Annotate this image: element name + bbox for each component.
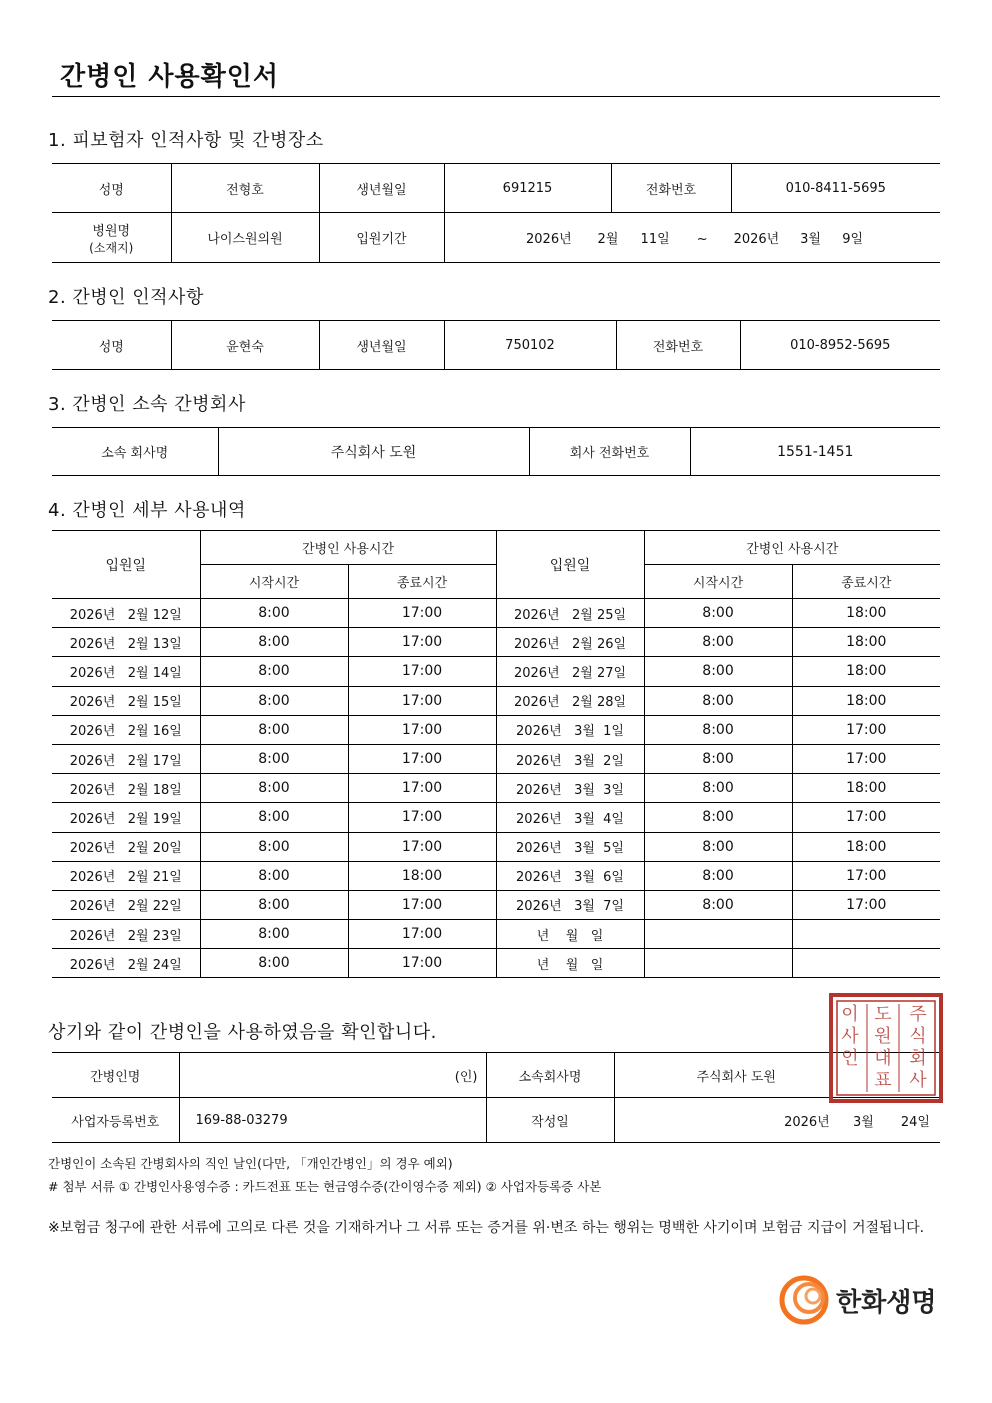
right-start-cell: 8:00: [644, 599, 792, 628]
left-start-cell: 8:00: [200, 715, 348, 744]
left-date-cell: 2026년 2월 24일: [52, 949, 200, 978]
section2-heading: 2. 간병인 인적사항: [48, 287, 204, 308]
usage-row: [52, 803, 940, 832]
left-end-cell: 17:00: [348, 744, 496, 773]
left-start-cell: 8:00: [200, 803, 348, 832]
left-start-cell: 8:00: [200, 657, 348, 686]
col-start-right: 시작시간: [644, 565, 792, 599]
right-date-cell: 2026년 2월 26일: [496, 628, 644, 657]
seal-character: 회: [909, 1048, 927, 1069]
left-start-cell: 8:00: [200, 628, 348, 657]
right-start-cell: [644, 949, 792, 978]
seal-character: 인: [841, 1048, 859, 1069]
right-end-cell: 18:00: [792, 599, 940, 628]
seal-character: 주: [909, 1004, 927, 1025]
period-start-year: 2026년: [526, 232, 572, 247]
written-day: 24일: [900, 1114, 930, 1130]
period-end-day: 9일: [842, 232, 864, 247]
left-start-cell: 8:00: [200, 744, 348, 773]
insured-phone: 010-8411-5695: [731, 164, 940, 213]
company-name: 주식회사 도원: [218, 428, 529, 476]
seal-character: 표: [874, 1070, 892, 1091]
left-end-cell: 17:00: [348, 890, 496, 919]
right-date-cell: 2026년 2월 28일: [496, 686, 644, 715]
right-end-cell: 18:00: [792, 774, 940, 803]
caregiver-name: 윤현숙: [171, 321, 319, 370]
admission-period: [444, 213, 940, 263]
company-phone-label: 회사 전화번호: [529, 428, 690, 476]
left-start-cell: 8:00: [200, 920, 348, 949]
bizno-value: 169-88-03279: [179, 1098, 486, 1143]
company-phone: 1551-1451: [690, 428, 940, 476]
insured-name-label: 성명: [52, 164, 171, 213]
usage-row: [52, 628, 940, 657]
period-end-month: 3월: [800, 232, 821, 247]
right-end-cell: [792, 920, 940, 949]
right-start-cell: 8:00: [644, 890, 792, 919]
hanwha-life-wordmark: 한화생명: [836, 1288, 937, 1318]
caregiver-birth: 750102: [444, 321, 616, 370]
page-title: 간병인 사용확인서: [60, 62, 279, 92]
usage-rows: [52, 599, 940, 978]
left-date-cell: 2026년 2월 20일: [52, 832, 200, 861]
right-start-cell: 8:00: [644, 744, 792, 773]
confirmation-table: [52, 1052, 940, 1143]
right-date-cell: 2026년 2월 25일: [496, 599, 644, 628]
seal-character: 이: [841, 1004, 859, 1025]
left-date-cell: 2026년 2월 12일: [52, 599, 200, 628]
col-end-right: 종료시간: [792, 565, 940, 599]
left-start-cell: 8:00: [200, 774, 348, 803]
company-seal-stamp: [828, 992, 944, 1104]
usage-row: [52, 890, 940, 919]
seal-character: 사: [909, 1070, 927, 1091]
written-year: 2026년: [784, 1114, 830, 1130]
right-start-cell: 8:00: [644, 628, 792, 657]
right-start-cell: 8:00: [644, 803, 792, 832]
right-date-cell: 2026년 3월 4일: [496, 803, 644, 832]
left-end-cell: 17:00: [348, 599, 496, 628]
insured-phone-label: 전화번호: [611, 164, 731, 213]
insured-info-table: [52, 163, 940, 263]
right-start-cell: 8:00: [644, 861, 792, 890]
right-end-cell: 18:00: [792, 686, 940, 715]
usage-row: [52, 949, 940, 978]
left-end-cell: 17:00: [348, 920, 496, 949]
period-label: 입원기간: [319, 213, 444, 263]
right-start-cell: 8:00: [644, 686, 792, 715]
left-start-cell: 8:00: [200, 832, 348, 861]
left-date-cell: 2026년 2월 19일: [52, 803, 200, 832]
left-date-cell: 2026년 2월 22일: [52, 890, 200, 919]
right-start-cell: 8:00: [644, 832, 792, 861]
seal-character: 사: [841, 1026, 859, 1047]
col-start-left: 시작시간: [200, 565, 348, 599]
seal-character: 원: [874, 1026, 892, 1047]
hospital-label-main: 병원명: [92, 223, 131, 239]
right-date-cell: 2026년 3월 7일: [496, 890, 644, 919]
period-start-day: 11일: [640, 232, 670, 247]
left-end-cell: 17:00: [348, 949, 496, 978]
right-start-cell: 8:00: [644, 715, 792, 744]
right-start-cell: 8:00: [644, 657, 792, 686]
usage-row: [52, 599, 940, 628]
left-end-cell: 17:00: [348, 832, 496, 861]
left-start-cell: 8:00: [200, 890, 348, 919]
confirmation-statement: 상기와 같이 간병인을 사용하였음을 확인합니다.: [48, 1022, 437, 1043]
left-date-cell: 2026년 2월 13일: [52, 628, 200, 657]
left-end-cell: 18:00: [348, 861, 496, 890]
right-end-cell: 18:00: [792, 628, 940, 657]
bizno-label: 사업자등록번호: [52, 1098, 179, 1143]
left-date-cell: 2026년 2월 15일: [52, 686, 200, 715]
caregiver-name-label: 성명: [52, 321, 171, 370]
section3-heading: 3. 간병인 소속 간병회사: [48, 394, 246, 415]
section4-heading: 4. 간병인 세부 사용내역: [48, 500, 246, 521]
period-start-month: 2월: [597, 232, 619, 247]
caregiver-info-table: [52, 320, 940, 370]
right-date-cell: 2026년 3월 3일: [496, 774, 644, 803]
right-end-cell: 17:00: [792, 744, 940, 773]
right-end-cell: 18:00: [792, 832, 940, 861]
left-start-cell: 8:00: [200, 949, 348, 978]
usage-row: [52, 657, 940, 686]
right-start-cell: 8:00: [644, 774, 792, 803]
caregiver-phone: 010-8952-5695: [740, 321, 940, 370]
caregiver-phone-label: 전화번호: [616, 321, 740, 370]
insured-birth-label: 생년월일: [319, 164, 444, 213]
right-start-cell: [644, 920, 792, 949]
insured-birth: 691215: [444, 164, 611, 213]
period-end-year: 2026년: [733, 232, 780, 247]
right-date-cell: 년 월 일: [496, 949, 644, 978]
col-usage-time-right: 간병인 사용시간: [644, 531, 940, 565]
usage-row: [52, 861, 940, 890]
fraud-warning: ※보험금 청구에 관한 서류에 고의로 다른 것을 기재하거나 그 서류 또는 증거를 위·변조 하는 행위는 명백한 사기이며 보험금 지급이 거절됩니다.: [48, 1220, 925, 1236]
usage-row: [52, 920, 940, 949]
hospital-name: 나이스원의원: [171, 213, 319, 263]
right-date-cell: 2026년 3월 6일: [496, 861, 644, 890]
left-end-cell: 17:00: [348, 628, 496, 657]
usage-row: [52, 774, 940, 803]
written-month: 3월: [853, 1114, 874, 1130]
left-date-cell: 2026년 2월 21일: [52, 861, 200, 890]
written-date: [614, 1098, 940, 1143]
left-start-cell: 8:00: [200, 686, 348, 715]
usage-row: [52, 832, 940, 861]
caregiver-seal-mark: (인): [179, 1053, 486, 1098]
written-date-label: 작성일: [486, 1098, 614, 1143]
left-end-cell: 17:00: [348, 715, 496, 744]
right-date-cell: 2026년 3월 1일: [496, 715, 644, 744]
company-sign-label: 소속회사명: [486, 1053, 614, 1098]
company-name-label: 소속 회사명: [52, 428, 218, 476]
title-divider: [52, 96, 940, 97]
left-date-cell: 2026년 2월 18일: [52, 774, 200, 803]
right-end-cell: 17:00: [792, 890, 940, 919]
usage-row: [52, 744, 940, 773]
company-sign-name: 주식회사 도원: [614, 1053, 940, 1098]
seal-character: 대: [874, 1048, 892, 1069]
insured-name: 전형호: [171, 164, 319, 213]
left-end-cell: 17:00: [348, 686, 496, 715]
left-date-cell: 2026년 2월 14일: [52, 657, 200, 686]
caregiver-sign-label: 간병인명: [52, 1053, 179, 1098]
left-date-cell: 2026년 2월 23일: [52, 920, 200, 949]
hospital-label-sub: (소재지): [89, 240, 134, 255]
left-start-cell: 8:00: [200, 861, 348, 890]
right-end-cell: 18:00: [792, 657, 940, 686]
section1-heading: 1. 피보험자 인적사항 및 간병장소: [48, 130, 324, 151]
right-date-cell: 년 월 일: [496, 920, 644, 949]
seal-character: 도: [874, 1004, 892, 1025]
hanwha-flame-icon: [778, 1272, 834, 1326]
seal-character: 식: [909, 1026, 927, 1047]
note-seal-requirement: 간병인이 소속된 간병회사의 직인 날인(다만, 「개인간병인」의 경우 예외): [48, 1156, 453, 1171]
note-attachments: # 첨부 서류 ① 간병인사용영수증 : 카드전표 또는 현금영수증(간이영수증 제외) ② 사업자등록증 사본: [48, 1179, 602, 1194]
caregiver-birth-label: 생년월일: [319, 321, 444, 370]
hanwha-life-logo: [778, 1272, 938, 1326]
right-date-cell: 2026년 2월 27일: [496, 657, 644, 686]
right-date-cell: 2026년 3월 2일: [496, 744, 644, 773]
col-usage-time-left: 간병인 사용시간: [200, 531, 496, 565]
left-end-cell: 17:00: [348, 657, 496, 686]
right-end-cell: 17:00: [792, 861, 940, 890]
col-admission-date-right: 입원일: [496, 531, 644, 599]
col-end-left: 종료시간: [348, 565, 496, 599]
company-info-table: [52, 427, 940, 476]
usage-row: [52, 686, 940, 715]
period-separator: ~: [696, 232, 708, 247]
left-date-cell: 2026년 2월 17일: [52, 744, 200, 773]
right-date-cell: 2026년 3월 5일: [496, 832, 644, 861]
left-start-cell: 8:00: [200, 599, 348, 628]
hospital-label: [52, 213, 171, 263]
usage-detail-table: [52, 530, 940, 978]
col-admission-date-left: 입원일: [52, 531, 200, 599]
right-end-cell: 17:00: [792, 715, 940, 744]
right-end-cell: 17:00: [792, 803, 940, 832]
left-end-cell: 17:00: [348, 803, 496, 832]
right-end-cell: [792, 949, 940, 978]
usage-row: [52, 715, 940, 744]
left-date-cell: 2026년 2월 16일: [52, 715, 200, 744]
left-end-cell: 17:00: [348, 774, 496, 803]
